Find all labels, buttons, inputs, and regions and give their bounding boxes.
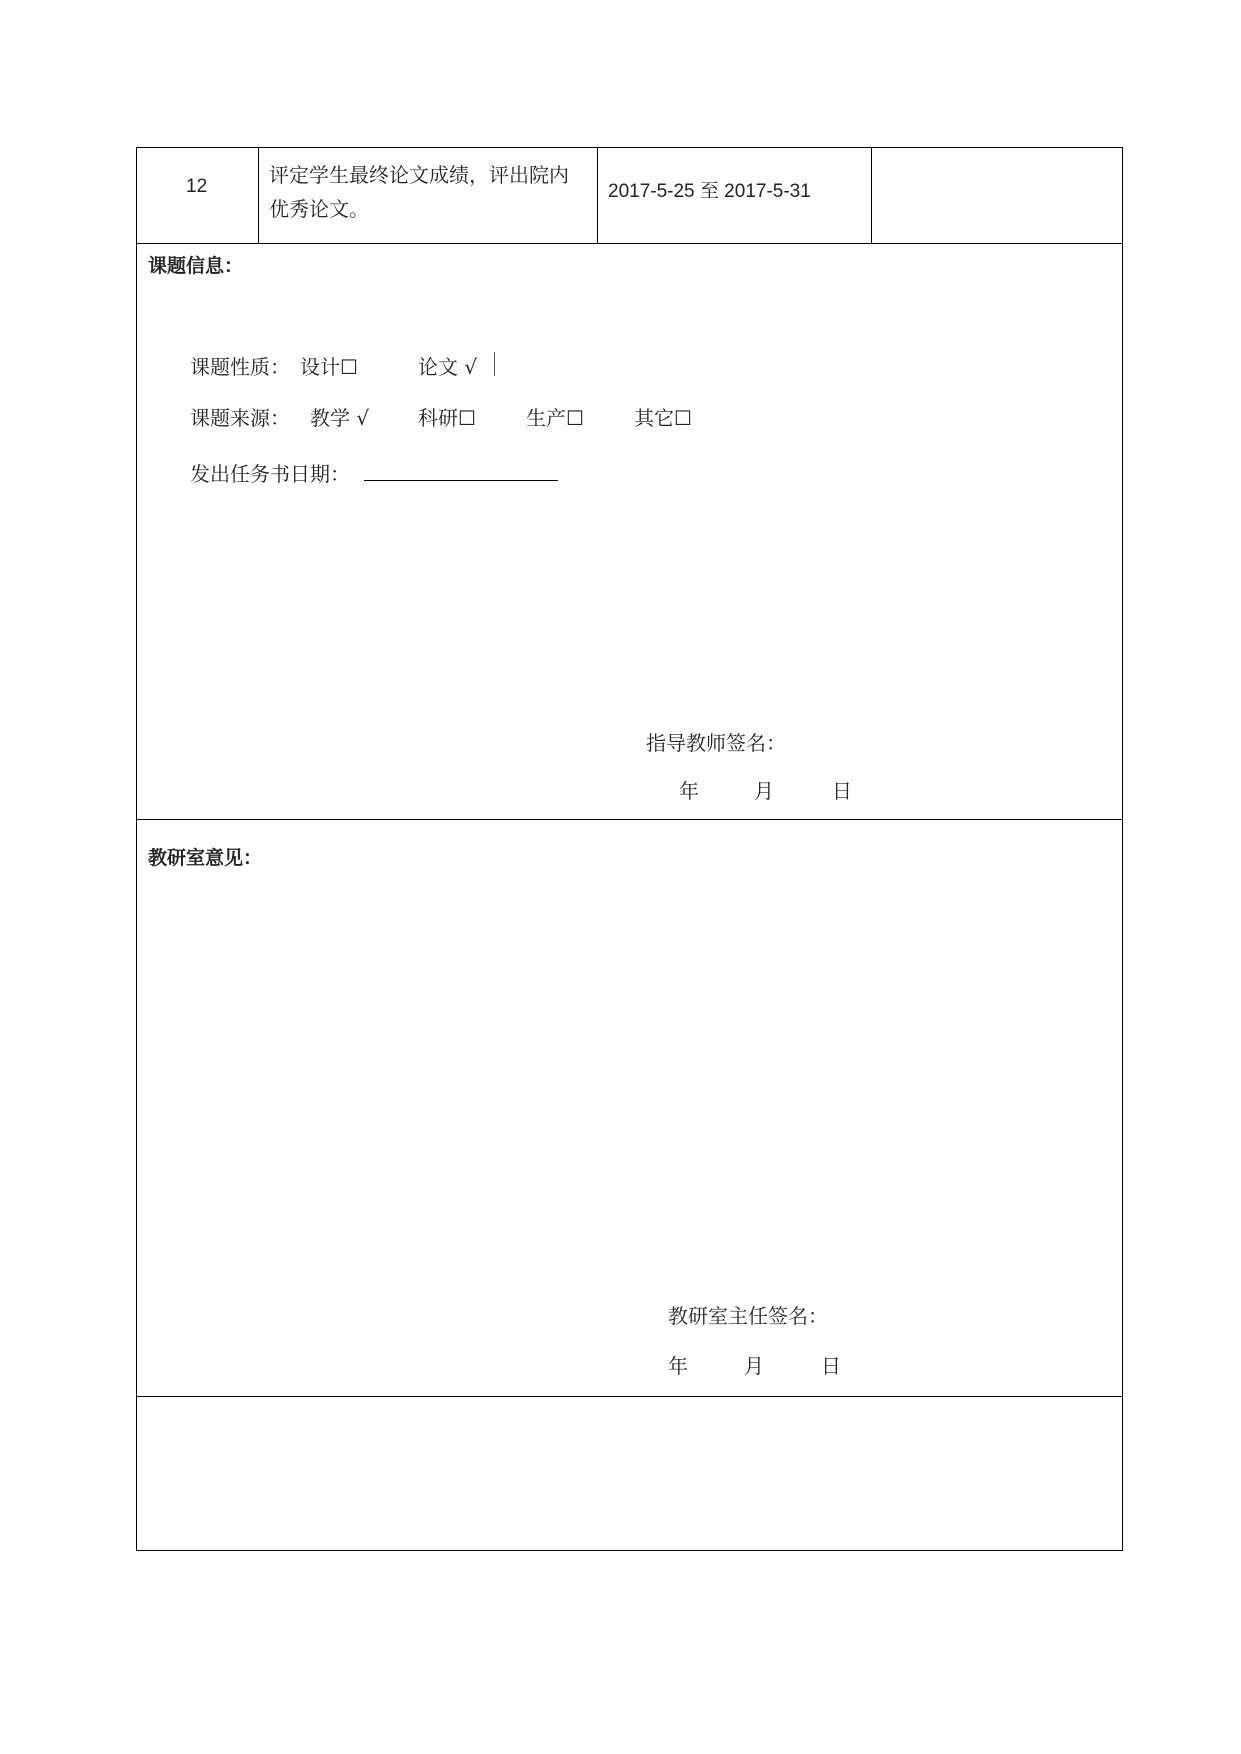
advisor-date-month: 月 <box>754 779 774 803</box>
topic-source-research-checkbox[interactable]: 科研☐ <box>418 406 476 430</box>
advisor-signature-label: 指导教师签名： <box>646 731 786 755</box>
topic-info-heading: 课题信息： <box>148 256 244 277</box>
section-divider <box>136 1396 1123 1397</box>
column-divider <box>871 147 872 243</box>
task-description-line1: 评定学生最终论文成绩，评出院内 <box>269 163 569 187</box>
issue-date-field[interactable] <box>364 456 558 480</box>
advisor-date-day: 日 <box>832 779 852 803</box>
topic-nature-label: 课题性质： <box>190 355 290 379</box>
row-divider <box>136 243 1123 244</box>
issue-date-underline <box>364 480 558 481</box>
row-number: 12 <box>186 176 208 197</box>
date-range: 2017-5-25 至 2017-5-31 <box>608 181 811 202</box>
topic-source-label: 课题来源： <box>190 406 290 430</box>
issue-date-label: 发出任务书日期： <box>190 462 350 486</box>
advisor-date-year: 年 <box>679 779 699 803</box>
note-cell[interactable] <box>882 176 1112 206</box>
section-divider <box>136 819 1123 820</box>
column-divider <box>258 147 259 243</box>
director-signature-label: 教研室主任签名： <box>668 1304 828 1328</box>
department-opinion-heading: 教研室意见： <box>148 848 263 869</box>
topic-source-teaching-checkbox[interactable]: 教学 √ <box>310 406 370 430</box>
topic-nature-design-checkbox[interactable]: 设计☐ <box>300 355 358 379</box>
topic-source-other-checkbox[interactable]: 其它☐ <box>634 406 692 430</box>
column-divider <box>597 147 598 243</box>
director-date-year: 年 <box>668 1354 688 1378</box>
task-description-line2: 优秀论文。 <box>269 197 369 221</box>
topic-source-production-checkbox[interactable]: 生产☐ <box>526 406 584 430</box>
director-date-day: 日 <box>821 1354 841 1378</box>
director-date-month: 月 <box>744 1354 764 1378</box>
topic-nature-thesis-checkbox[interactable]: 论文 √ <box>418 355 478 379</box>
text-cursor <box>494 352 495 376</box>
bottom-empty-section <box>137 1398 1122 1550</box>
